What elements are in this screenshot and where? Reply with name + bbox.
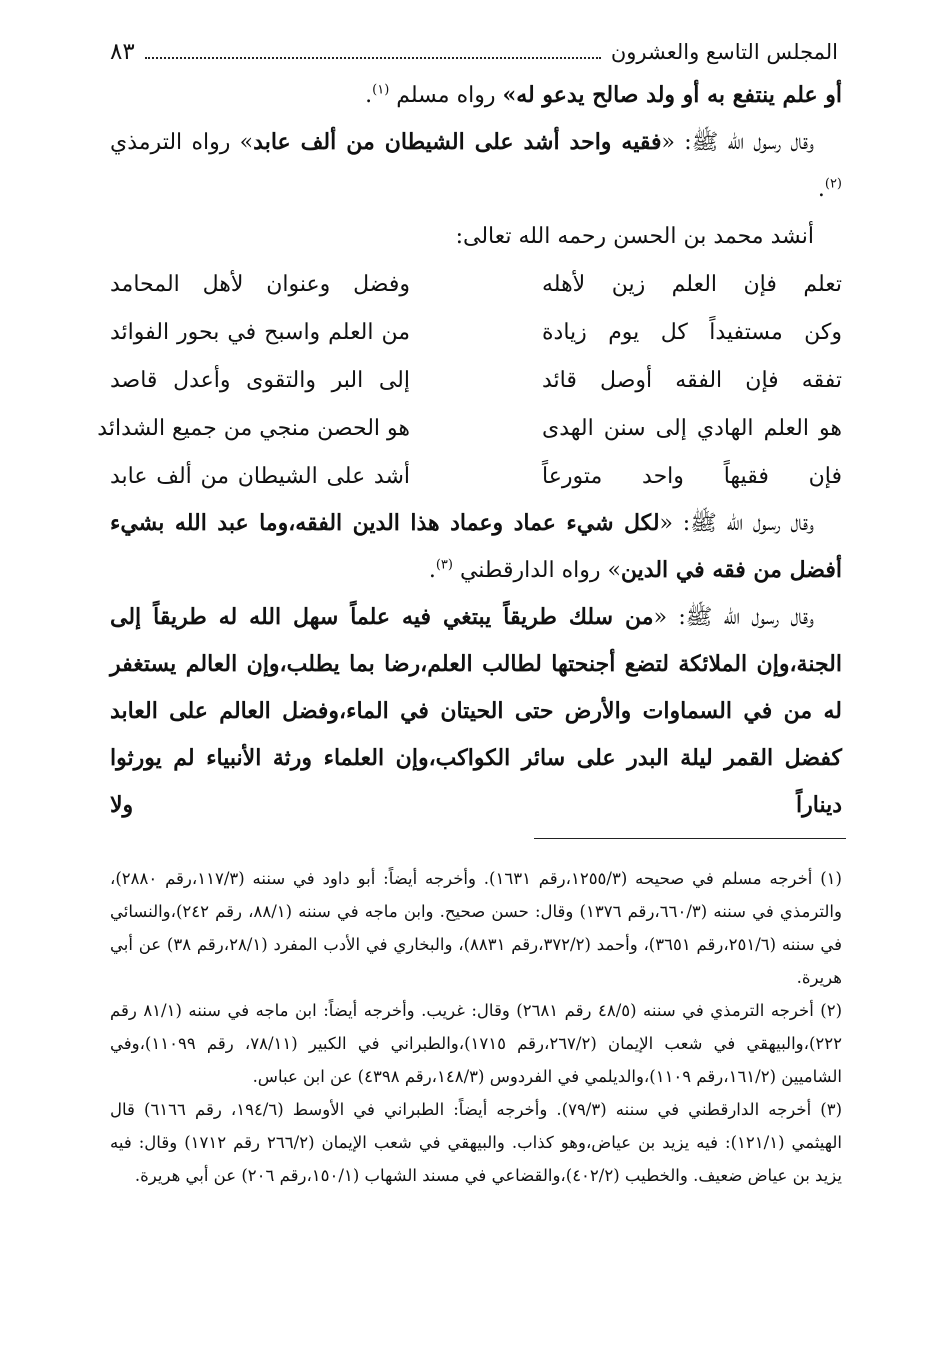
poem-verse: [110, 260, 842, 308]
page-number: ٨٣: [110, 39, 135, 65]
paragraph-3: وقال رسول الله ﷺ: «لكل شيء عماد وعماد هذا الدين الفقه،وما عبد الله بشيء أفضل من فقه في الدين» رواه الدارقطني $^{(٣)}$.: [110, 510, 842, 583]
poem-verse: [110, 356, 842, 404]
poem: [97, 213, 842, 500]
footnote-ref-2[interactable]: (٢): [824, 176, 842, 192]
footnote-ref-1[interactable]: (١): [372, 82, 390, 98]
hadith-intro: وقال رسول الله ﷺ: «: [659, 511, 815, 536]
narration-note: » رواه الترمذي: [110, 130, 254, 155]
poem-verse: [110, 308, 842, 356]
footnote-separator: [534, 838, 846, 839]
paragraph-1: أو علم ينتفع به أو ولد صالح يدعو له» رواه مسلم $^{(١)}$.: [365, 82, 842, 108]
hadith-intro: وقال رسول الله ﷺ: «: [661, 130, 815, 155]
paragraph-2: وقال رسول الله ﷺ: «فقيه واحد أشد على الشيطان من ألف عابد» رواه الترمذي $^{(٢)}$.: [110, 129, 842, 202]
poem-verse: [97, 404, 842, 452]
poem-intro: أنشد محمد بن الحسن رحمه الله تعالى:: [455, 224, 814, 249]
hadith-text: لكل شيء عماد وعماد هذا الدين الفقه،وما عبد الله بشيء أفضل من فقه في الدين: [110, 510, 842, 583]
footnote-2: (٢) أخرجه الترمذي في سننه (٤٨/٥ رقم ٢٦٨١) وقال: غريب. وأخرجه أيضاً: ابن ماجه في سننه (٨١/١ رقم ٢٢٢)،والبيهقي في شعب الإيمان (٢٦٧/٢،رقم ١٧١٥)،والطبراني في الكبير (٧٨/١١، رقم ١١٠٩٩)،وفي الشاميين (١٦١/٢،رقم ١١٠٩)،والديلمي في الفردوس (١٤٨/٣،رقم ٤٣٩٨) عن ابن عباس.: [110, 1001, 842, 1086]
verse-second-hemistich: إلى البر والتقوى وأعدل قاصد: [110, 367, 410, 393]
verse-first-hemistich: هو العلم الهادي إلى سنن الهدى: [542, 415, 842, 441]
hadith-text: فقيه واحد أشد على الشيطان من ألف عابد: [253, 129, 662, 155]
footnotes: [110, 862, 842, 1192]
poem-verse: [110, 452, 842, 500]
verse-second-hemistich: من العلم واسبح في بحور الفوائد: [110, 319, 410, 345]
narration-note: » رواه الدارقطني: [452, 558, 621, 583]
verse-first-hemistich: فإن فقيهاً واحد متورعاً: [542, 463, 842, 489]
verse-first-hemistich: تفقه فإن الفقه أوصل قائد: [542, 367, 842, 393]
verse-first-hemistich: تعلم فإن العلم زين لأهله: [542, 271, 842, 297]
hadith-text: أو علم ينتفع به أو ولد صالح يدعو له»: [502, 82, 842, 108]
main-text: [97, 72, 842, 829]
verse-second-hemistich: هو الحصن منجي من جميع الشدائد: [97, 415, 410, 441]
page-header: [110, 34, 838, 70]
narration-note: رواه مسلم: [389, 83, 503, 108]
footnote-3: (٣) أخرجه الدارقطني في سننه (٧٩/٣). وأخرجه أيضاً: الطبراني في الأوسط (١٩٤/٦، رقم ٦١٦٦) قال الهيثمي (١٢١/١): فيه يزيد بن عياض،وهو كذاب. والبيهقي في شعب الإيمان (٢٦٦/٢ رقم ١٧١٢) وقال: فيه يزيد بن عياض ضعيف. والخطيب (٤٠٢/٢)،والقضاعي في مسند الشهاب (١٥٠/١،رقم ٢٠٦) عن أبي هريرة.: [110, 1100, 843, 1185]
chapter-title: المجلس التاسع والعشرون: [610, 40, 838, 64]
hadith-text: من سلك طريقاً يبتغي فيه علماً سهل الله له طريقاً إلى الجنة،وإن الملائكة لتضع أجنحتها لطالب العلم،رضا بما يطلب،وإن العالم يستغفر له من في السماوات والأرض حتى الحيتان في الماء،وفضل العالم على العابد كفضل القمر ليلة البدر على سائر الكواكب،وإن العلماء ورثة الأنبياء لم يورثوا ديناراً ولا: [110, 604, 842, 818]
paragraph-4: [110, 594, 842, 829]
verse-second-hemistich: أشد على الشيطان من ألف عابد: [110, 463, 410, 489]
header-dotted-leader: [145, 57, 601, 59]
verse-second-hemistich: وفضل وعنوان لأهل المحامد: [110, 271, 410, 297]
footnote-1: (١) أخرجه مسلم في صحيحه (١٢٥٥/٣،رقم ١٦٣١). وأخرجه أيضاً: أبو داود في سننه (١١٧/٣،رقم ٢٨٨٠)، والترمذي في سننه (٦٦٠/٣،رقم ١٣٧٦) وقال: حسن صحيح. وابن ماجه في سننه (٨٨/١، رقم ٢٤٢)،والنسائي في سننه (٢٥١/٦،رقم ٣٦٥١)، وأحمد (٣٧٢/٢،رقم ٨٨٣١)، والبخاري في الأدب المفرد (٢٨/١،رقم ٣٨) عن أبي هريرة.: [110, 869, 842, 987]
verse-first-hemistich: وكن مستفيداً كل يوم زيادة: [542, 319, 842, 345]
footnote-ref-3[interactable]: (٣): [435, 557, 453, 573]
hadith-intro: وقال رسول الله ﷺ: «: [653, 605, 815, 630]
